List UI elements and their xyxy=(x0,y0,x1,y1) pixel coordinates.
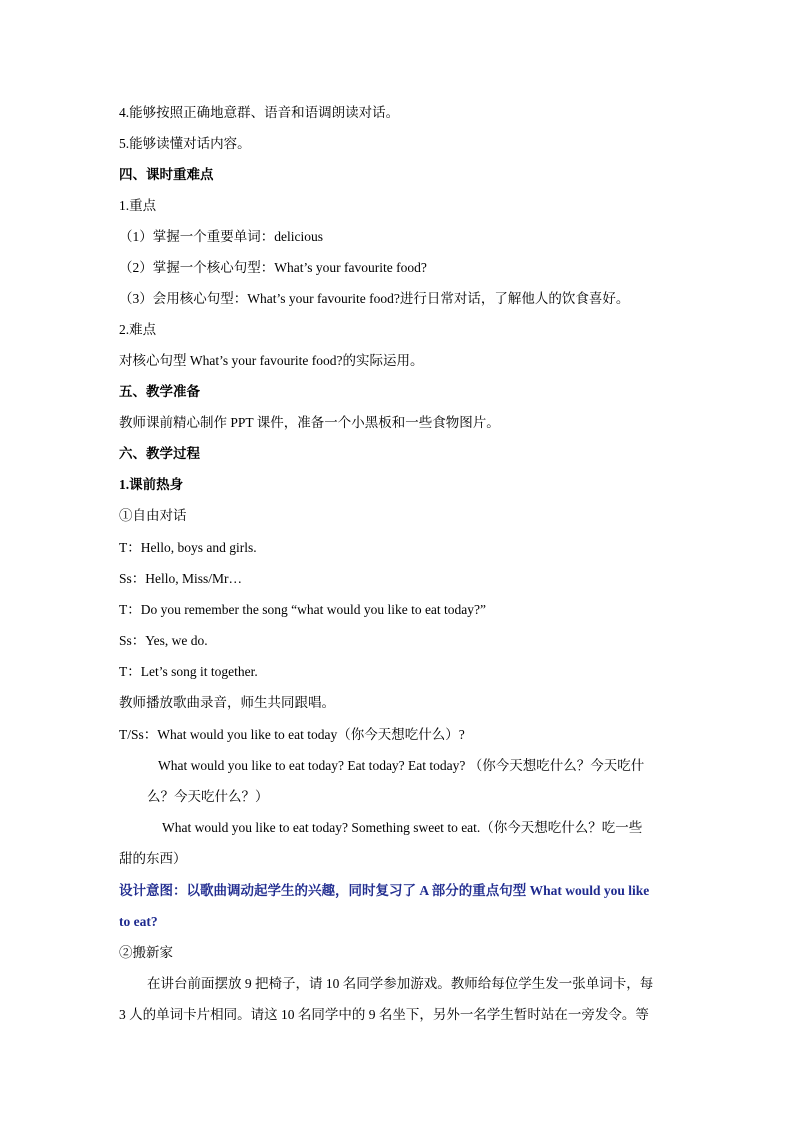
free-talk-label: ①自由对话 xyxy=(119,508,187,523)
design-intent: 设计意图：以歌曲调动起学生的兴趣，同时复习了 A 部分的重点句型 What would you like xyxy=(119,883,650,898)
key-point-1: （1）掌握一个重要单词：delicious xyxy=(119,229,323,244)
instruction-text: 教师播放歌曲录音，师生共同跟唱。 xyxy=(119,695,335,710)
subheading-key-points: 1.重点 xyxy=(119,198,157,213)
objective-4: 4.能够按照正确地意群、语音和语调朗读对话。 xyxy=(119,105,400,120)
dialogue-line: T：Let’s song it together. xyxy=(119,664,258,679)
subheading-warmup: 1.课前热身 xyxy=(119,477,184,492)
dialogue-line: T：Hello, boys and girls. xyxy=(119,540,257,555)
game-label: ②搬新家 xyxy=(119,945,173,960)
song-line: What would you like to eat today? Eat today? Eat today? （你今天想吃什么？今天吃什 xyxy=(158,758,645,773)
section-heading-5: 五、教学准备 xyxy=(119,384,200,399)
section-heading-4: 四、课时重难点 xyxy=(119,167,214,182)
difficulty-text: 对核心句型 What’s your favourite food?的实际运用。 xyxy=(119,353,424,368)
song-line: 么？今天吃什么？） xyxy=(147,789,269,804)
design-intent-cont: to eat? xyxy=(119,914,158,929)
dialogue-line: Ss：Yes, we do. xyxy=(119,633,208,648)
dialogue-line: T：Do you remember the song “what would you like to eat today?” xyxy=(119,602,487,617)
song-line: What would you like to eat today? Something sweet to eat.（你今天想吃什么？吃一些 xyxy=(162,820,643,835)
key-point-3: （3）会用核心句型：What’s your favourite food?进行日常对话，了解他人的饮食喜好。 xyxy=(119,291,630,306)
subheading-difficulty: 2.难点 xyxy=(119,322,157,337)
dialogue-line: Ss：Hello, Miss/Mr… xyxy=(119,571,243,586)
song-line: T/Ss：What would you like to eat today（你今天想吃什么）? xyxy=(119,727,465,742)
game-description: 在讲台前面摆放 9 把椅子，请 10 名同学参加游戏。教师给每位学生发一张单词卡，每 xyxy=(147,976,654,991)
section-heading-6: 六、教学过程 xyxy=(119,446,200,461)
preparation-text: 教师课前精心制作 PPT 课件，准备一个小黑板和一些食物图片。 xyxy=(119,415,500,430)
game-description-cont: 3 人的单词卡片相同。请这 10 名同学中的 9 名坐下，另外一名学生暂时站在一旁发令。等 xyxy=(119,1007,649,1022)
song-line: 甜的东西） xyxy=(119,851,187,866)
objective-5: 5.能够读懂对话内容。 xyxy=(119,136,251,151)
key-point-2: （2）掌握一个核心句型：What’s your favourite food? xyxy=(119,260,427,275)
